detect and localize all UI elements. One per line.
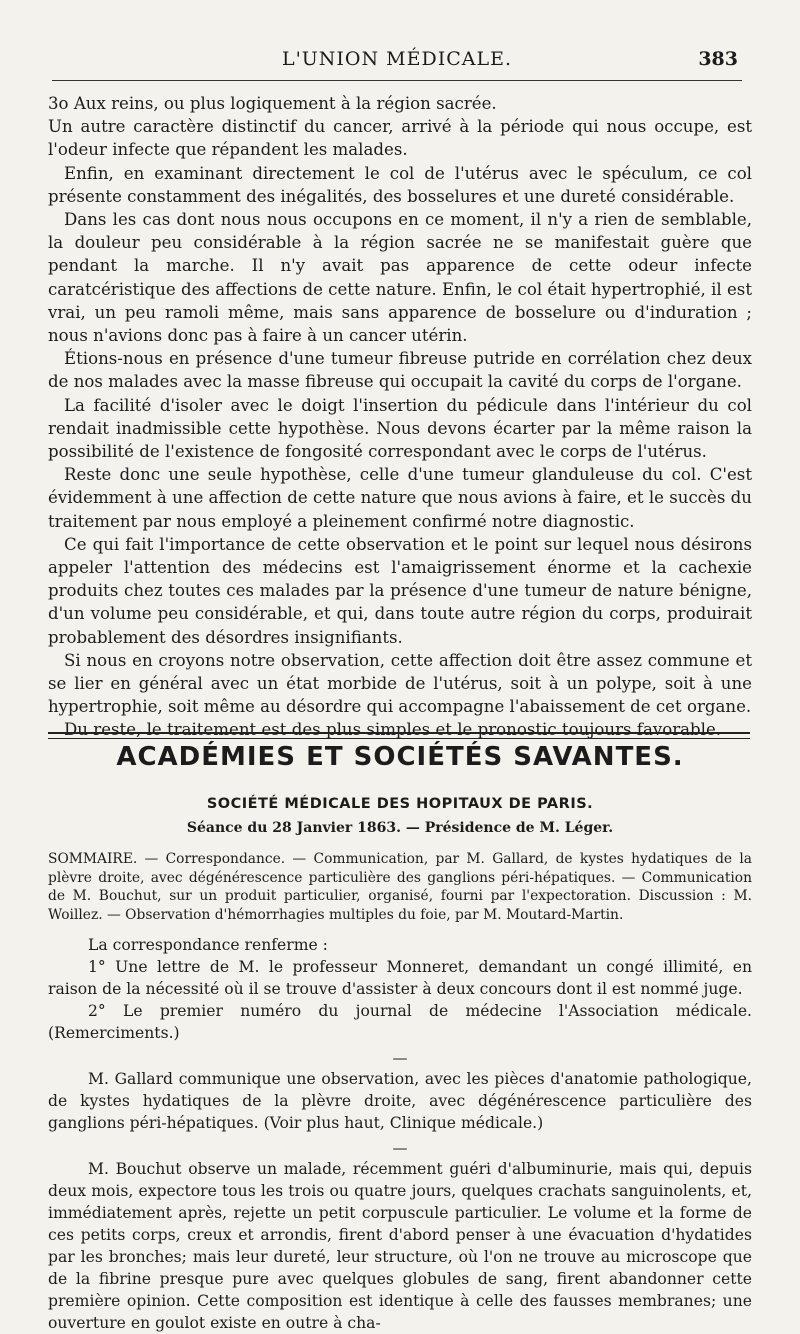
separator-dash: — — [392, 1049, 408, 1067]
header-rule — [52, 80, 742, 81]
article-body — [48, 92, 752, 742]
paragraph: 2° Le premier numéro du journal de médecine l'Association médicale. (Remerciments.) — [48, 1002, 752, 1042]
paragraph: 3o Aux reins, ou plus logiquement à la région sacrée. — [48, 94, 497, 113]
section-title: ACADÉMIES ET SOCIÉTÉS SAVANTES. — [116, 742, 684, 772]
paragraph: Dans les cas dont nous nous occupons en ce moment, il n'y a rien de semblable, la douleur peu considérable à la région sacrée ne se manifestait guère que pendant la marche. Il n'y avait pas apparence de cette odeur infecte caratcéristique des affections de cette nature. Enfin, le col était hypertrophié, il est vrai, un peu ramoli même, mais sans apparence de bosselure ou d'induration ; nous n'avions donc pas à faire à un cancer utérin. — [48, 210, 752, 346]
society-title: SOCIÉTÉ MÉDICALE DES HOPITAUX DE PARIS. — [206, 796, 594, 812]
paragraph: Ce qui fait l'importance de cette observation et le point sur lequel nous désirons appeler l'attention des médecins est l'amaigrissement énorme et la cachexie produits chez toutes ces malades par la présence d'une tumeur de nature bénigne, d'un volume peu considérable, et qui, dans toute autre région du corps, produirait probablement des désordres insignifiants. — [48, 534, 752, 647]
separator-dash: — — [392, 1139, 408, 1157]
paragraph: Étions-nous en présence d'une tumeur fibreuse putride en corrélation chez deux de nos malades avec la masse fibreuse qui occupait la cavité du corps de l'organe. — [48, 349, 752, 392]
paragraph: La facilité d'isoler avec le doigt l'insertion du pédicule dans l'intérieur du col rendait inadmissible cette hypothèse. Nous devons écarter par la même raison la possibilité de l'existence de fongosité correspondant avec le corps de l'utérus. — [48, 395, 752, 462]
section-rule-thick — [48, 732, 750, 734]
page-header — [48, 44, 746, 76]
paragraph: La correspondance renferme : — [88, 936, 328, 954]
page-number: 383 — [698, 48, 738, 70]
paragraph: Un autre caractère distinctif du cancer, arrivé à la période qui nous occupe, est l'odeur infecte que répandent les malades. — [48, 117, 752, 160]
journal-title: L'UNION MÉDICALE. — [281, 48, 513, 70]
paragraph: Reste donc une seule hypothèse, celle d'une tumeur glanduleuse du col. C'est évidemment à une affection de cette nature que nous avions à faire, et le succès du traitement par nous employé a pleinement confirmé notre diagnostic. — [48, 465, 752, 531]
paragraph: M. Bouchut observe un malade, récemment guéri d'albuminurie, mais qui, depuis deux mois, expectore tous les trois ou quatre jours, quelques crachats sanguinolents, et, immédiatement après, rejette un petit corpuscule particulier. Le volume et la forme de ces petits corps, creux et arrondis, firent d'abord penser à une évacuation d'hydatides par les bronches; mais leur dureté, leur structure, où l'on ne trouve au microscope que de la fibrine presque pure avec quelques globules de sang, firent abandonner cette première opinion. Cette composition est identique à celle des fausses membranes; une ouverture en goulot existe en outre à cha- — [48, 1160, 752, 1332]
paragraph: Enfin, en examinant directement le col de l'utérus avec le spéculum, ce col présente constamment des inégalités, des bosselures et une dureté considérable. — [48, 163, 752, 206]
paragraph: 1° Une lettre de M. le professeur Monneret, demandant un congé illimité, en raison de la nécessité où il se trouve d'assister à deux concours dont il est nommé juge. — [48, 958, 752, 998]
proceedings-body — [48, 934, 752, 1334]
sommaire: SOMMAIRE. — Correspondance. — Communication, par M. Gallard, de kystes hydatiques de la plèvre droite, avec dégénérescence particulière des ganglions péri-hépatiques. — Communication de M. Bouchut, sur un produit particulier, organisé, fourni par l'expectoration. Discussion : M. Woillez. — Observation d'hémorrhagies multiples du foie, par M. Moutard-Martin. — [48, 851, 752, 923]
paragraph: Du reste, le traitement est des plus simples et le pronostic toujours favorable. — [64, 720, 722, 740]
section-rule-thin — [48, 738, 750, 739]
paragraph: Si nous en croyons notre observation, cette affection doit être assez commune et se lier en général avec un état morbide de l'utérus, soit à un polype, soit à une hypertrophie, soit même au désordre qui accompagne l'abaissement de cet organe. — [48, 650, 752, 717]
seance-line: Séance du 28 Janvier 1863. — Présidence de M. Léger. — [186, 820, 614, 836]
paragraph: M. Gallard communique une observation, avec les pièces d'anatomie pathologique, de kystes hydatiques de la plèvre droite, avec dégénérescence particulière des ganglions péri-hépatiques. (Voir plus haut, Clinique médicale.) — [48, 1070, 752, 1132]
